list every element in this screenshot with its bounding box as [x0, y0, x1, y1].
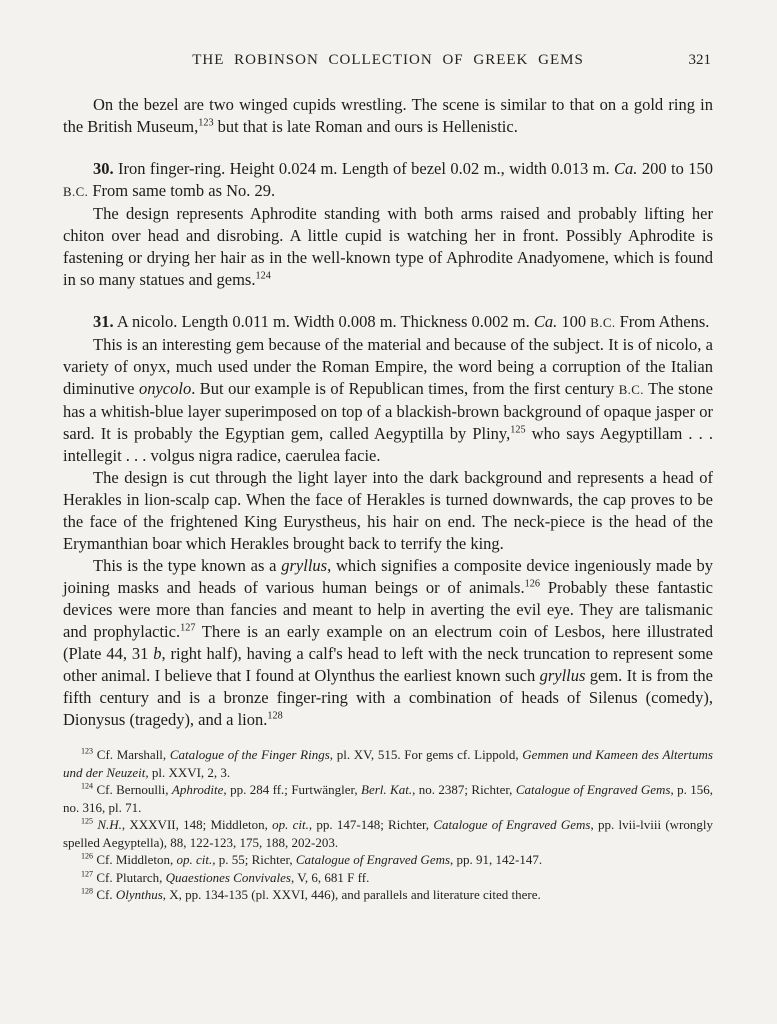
footnote-reference: 124	[81, 781, 94, 791]
footnote-reference: 128	[267, 710, 283, 722]
text-run: Catalogue of the Finger Rings	[169, 747, 330, 762]
entry-30-description	[63, 203, 713, 291]
text-run: . But our example is of Republican times, from the first century	[191, 379, 619, 398]
text-run: , pp. 147-148; Richter,	[308, 817, 434, 832]
entry-30-heading	[63, 158, 713, 203]
text-run: Ca.	[533, 312, 558, 331]
footnote-128	[63, 886, 713, 904]
text-run: The stone has a whitish-blue layer superimposed on top of a blackish-brown background of opaque jasper or sard. It is probably the Egyptian gem, called Aegyptilla by Pliny,	[63, 379, 714, 443]
text-run: The design is cut through the light layer into the dark background and represents a head of Herakles in lion-scalp cap. When the face of Herakles is turned downwards, the cap proves to be the face of the frightened King Eurystheus, his hair on end. The neck-piece is the head of the Erymanthian boar which Herakles brought back to terrify the king.	[63, 468, 713, 553]
text-run: Cf. Middleton,	[93, 852, 177, 867]
text-run: who says Aegyptillam . . . intellegit . . . volgus nigra radice, caerulea facie.	[63, 424, 713, 465]
page-number: 321	[688, 52, 711, 68]
footnote-reference: 125	[510, 424, 526, 436]
text-run: Berl. Kat.	[361, 782, 413, 797]
footnote-reference: 123	[81, 746, 94, 756]
footnote-reference: 127	[180, 622, 196, 634]
text-run: onycolo	[138, 379, 192, 398]
text-run: Cf. Plutarch,	[93, 869, 166, 885]
text-run: Olynthus	[115, 887, 163, 902]
text-run: Iron finger-ring. Height 0.024 m. Length of bezel 0.02 m., width 0.013 m.	[113, 159, 615, 178]
text-run: , pp. lvii-lviii (wrongly spelled Aegyptella), 88, 122-123, 175, 188, 202-203.	[63, 817, 713, 850]
text-run: op. cit.	[272, 817, 309, 832]
text-run: This is an interesting gem because of the material and because of the subject. It is of nicolo, a variety of onyx, much used under the Roman Empire, the word being a corruption of the Italian diminutive	[63, 335, 713, 398]
text-run: , XXXVII, 148; Middleton,	[121, 817, 273, 832]
text-run: Cf. Bernoulli,	[93, 782, 172, 797]
text-run: , no. 2387; Richter,	[412, 782, 516, 797]
text-run: Probably these fantastic devices were more than fancies and meant to help in averting the evil eye. They are talismanic and prophylactic.	[63, 578, 713, 641]
text-run: This is the type known as a	[93, 556, 282, 575]
page-header	[63, 52, 713, 70]
footnote-reference: 125	[81, 816, 94, 826]
text-run: , which signifies a composite device ingeniously made by joining masks and heads of various human beings or of animals.	[63, 556, 713, 597]
footnote-127	[63, 869, 713, 887]
text-run: A nicolo. Length 0.011 m. Width 0.008 m. Thickness 0.002 m.	[113, 312, 534, 331]
footnote-reference: 128	[81, 886, 94, 896]
paragraph-bezel-cupids	[63, 94, 713, 138]
text-run: There is an early example on an electrum coin of Lesbos, here illustrated (Plate 44, 31	[63, 622, 713, 663]
entry-31-gryllus	[63, 555, 713, 731]
text-run: , pp. 91, 142-147.	[450, 852, 543, 867]
footnote-126	[63, 851, 713, 869]
text-run: Catalogue of Engraved Gems	[515, 782, 671, 797]
text-run: Ca.	[614, 159, 638, 178]
text-run: but that is late Roman and ours is Hellenistic.	[213, 117, 518, 136]
text-run: gryllus	[281, 556, 328, 575]
text-run: N.H.	[97, 817, 122, 832]
footnote-reference: 123	[198, 117, 214, 129]
text-run: , p. 55; Richter,	[212, 852, 296, 867]
text-run: From Athens.	[615, 312, 710, 331]
footnote-124	[63, 781, 713, 816]
text-run: , p. 156, no. 316, pl. 71.	[63, 782, 714, 815]
body-text	[63, 94, 713, 731]
text-run: , pp. 284 ff.; Furtwängler,	[223, 782, 361, 797]
text-run: B.C.	[63, 185, 89, 199]
text-run: Catalogue of Engraved Gems	[433, 817, 591, 832]
running-title: THE ROBINSON COLLECTION OF GREEK GEMS	[192, 52, 584, 68]
text-run: Cf. Marshall,	[93, 747, 170, 762]
text-run: On the bezel are two winged cupids wrestling. The scene is similar to that on a gold ring in the British Museum,	[63, 95, 713, 136]
text-run: B.C.	[590, 316, 616, 330]
entry-31-material	[63, 334, 713, 467]
text-run: , pl. XXVI, 2, 3.	[145, 764, 231, 780]
footnote-125	[63, 816, 713, 851]
text-run: 31.	[93, 312, 114, 331]
text-run: b	[153, 644, 162, 663]
text-run: 100	[557, 312, 591, 331]
footnote-reference: 126	[81, 851, 94, 861]
text-run: Cf.	[93, 887, 116, 902]
footnote-reference: 127	[81, 869, 94, 879]
text-run: The design represents Aphrodite standing with both arms raised and probably lifting her chiton over head and disrobing. A little cupid is watching her in front. Possibly Aphrodite is fastening or drying her hair as in the well-known type of Aphrodite Anadyomene, which is found in so many statues and gems.	[63, 204, 713, 289]
text-run: , pl. XV, 515. For gems cf. Lippold,	[329, 747, 523, 762]
text-run: Aphrodite	[171, 782, 224, 797]
text-run: , V, 6, 681 F ff.	[290, 869, 370, 885]
text-run: 200 to 150	[637, 159, 713, 178]
footnotes-section	[63, 746, 713, 904]
text-run: gryllus	[539, 666, 586, 685]
text-run: op. cit.	[176, 852, 213, 867]
text-run: 30.	[93, 159, 114, 178]
footnote-reference: 126	[524, 578, 540, 590]
entry-31-design	[63, 467, 713, 555]
text-run: From same tomb as No. 29.	[88, 181, 276, 200]
text-run: B.C.	[618, 383, 644, 397]
text-run: , X, pp. 134-135 (pl. XXVI, 446), and parallels and literature cited there.	[162, 887, 541, 902]
text-run: Catalogue of Engraved Gems	[295, 852, 451, 867]
footnote-reference: 124	[255, 270, 271, 282]
footnote-123	[63, 746, 713, 781]
text-run: , right half), having a calf's head to left with the neck truncation to represent some other animal. I believe that I found at Olynthus the earliest known such	[63, 644, 713, 685]
text-run: Quaestiones Convivales	[165, 869, 291, 885]
entry-31-heading	[63, 311, 713, 334]
text-run: gem. It is from the fifth century and is a bronze finger-ring with a combination of heads of Silenus (comedy), Dionysus (tragedy), and a lion.	[63, 666, 713, 729]
text-run: Gemmen und Kameen des Altertums und der Neuzeit	[63, 747, 713, 780]
